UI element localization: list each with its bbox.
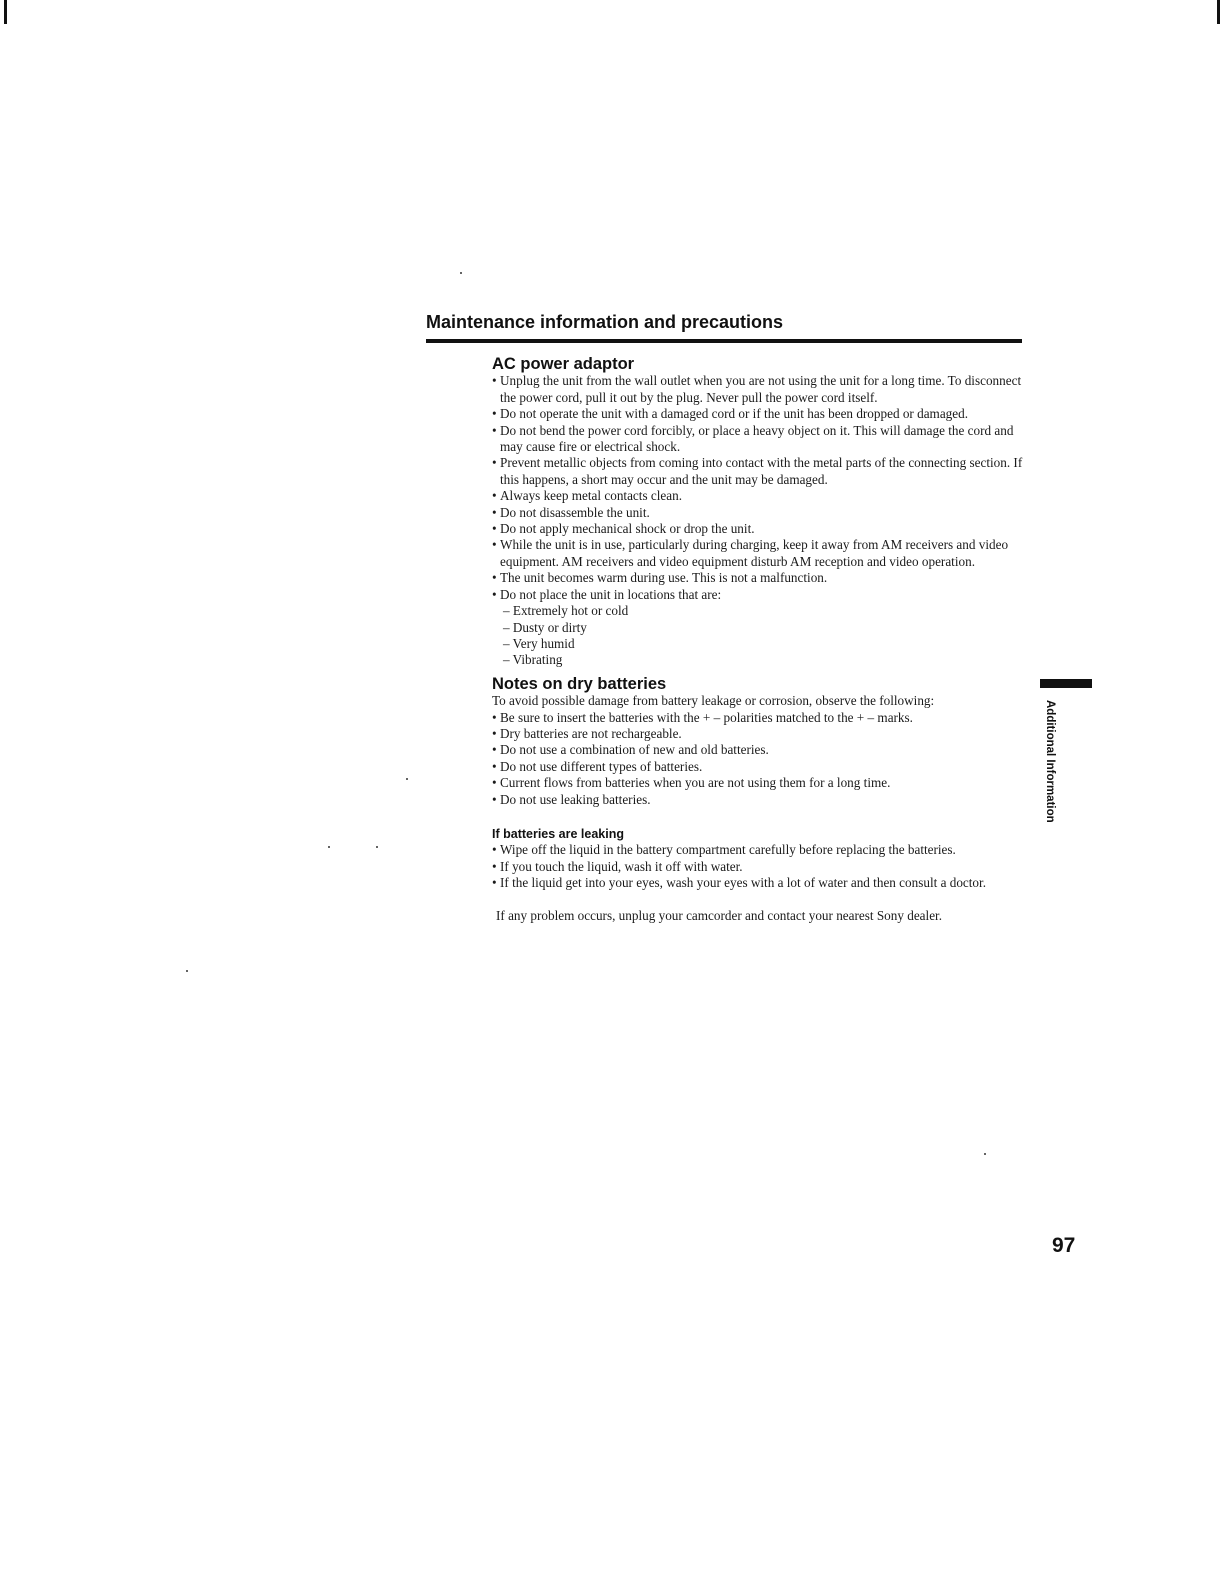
scan-speck [460,272,462,274]
list-item: – Vibrating [503,652,1032,668]
scan-edge-mark [4,0,7,24]
batteries-list [492,710,1032,808]
list-item: • If you touch the liquid, wash it off with water. [492,859,1032,875]
ac-adaptor-list [492,373,1032,603]
list-item: • Do not operate the unit with a damaged cord or if the unit has been dropped or damaged. [492,406,1032,422]
list-item: • Do not place the unit in locations that are: [492,587,1032,603]
section-title: Notes on dry batteries [492,674,667,693]
list-item: • Dry batteries are not rechargeable. [492,726,1032,742]
list-item: • If the liquid get into your eyes, wash your eyes with a lot of water and then consult a doctor. [492,875,1032,891]
scan-edge-mark [1217,0,1220,24]
scan-speck [376,846,378,848]
list-item: • Do not use leaking batteries. [492,792,1032,808]
closing-note: If any problem occurs, unplug your camcorder and contact your nearest Sony dealer. [496,907,943,923]
dry-batteries-section [492,676,1032,924]
list-item: • Do not use a combination of new and old batteries. [492,742,1032,758]
list-item: – Dusty or dirty [503,620,1032,636]
list-item: • While the unit is in use, particularly during charging, keep it away from AM receivers and video equipment. AM receivers and video equipment disturb AM reception and video operation. [492,537,1032,570]
list-item: • Do not disassemble the unit. [492,505,1032,521]
subsection-title: If batteries are leaking [492,826,625,841]
list-item: • Do not use different types of batteries. [492,759,1032,775]
list-item: • The unit becomes warm during use. This is not a malfunction. [492,570,1032,586]
list-item: • Wipe off the liquid in the battery compartment carefully before replacing the batteries. [492,842,1032,858]
section-tab-marker [1040,679,1092,688]
list-item: – Extremely hot or cold [503,603,1032,619]
main-content [492,356,1032,924]
scan-speck [984,1153,986,1155]
list-item: – Very humid [503,636,1032,652]
page-number: 97 [1052,1234,1076,1257]
list-item: • Do not bend the power cord forcibly, or place a heavy object on it. This will damage the cord and may cause fire or electrical shock. [492,423,1032,456]
leaking-list [492,842,1032,891]
list-item: • Prevent metallic objects from coming into contact with the metal parts of the connecting section. If this happens, a short may occur and the unit may be damaged. [492,455,1032,488]
list-item: • Be sure to insert the batteries with the + – polarities matched to the + – marks. [492,710,1032,726]
side-section-label: Additional Information [1044,700,1056,823]
list-item: • Current flows from batteries when you are not using them for a long time. [492,775,1032,791]
ac-adaptor-section [492,356,1032,669]
heading-rule [426,339,1022,343]
section-intro: To avoid possible damage from battery leakage or corrosion, observe the following: [492,693,935,709]
section-title: AC power adaptor [492,355,635,373]
list-item: • Always keep metal contacts clean. [492,488,1032,504]
list-item: • Unplug the unit from the wall outlet when you are not using the unit for a long time. To disconnect the power cord, pull it out by the plug. Never pull the power cord itself. [492,373,1032,406]
page-heading-block [426,312,1022,343]
locations-list [492,603,1032,669]
list-item: • Do not apply mechanical shock or drop the unit. [492,521,1032,537]
scan-speck [328,846,330,848]
scan-speck [186,970,188,972]
page-title: Maintenance information and precautions [426,312,784,332]
scan-speck [406,778,408,780]
